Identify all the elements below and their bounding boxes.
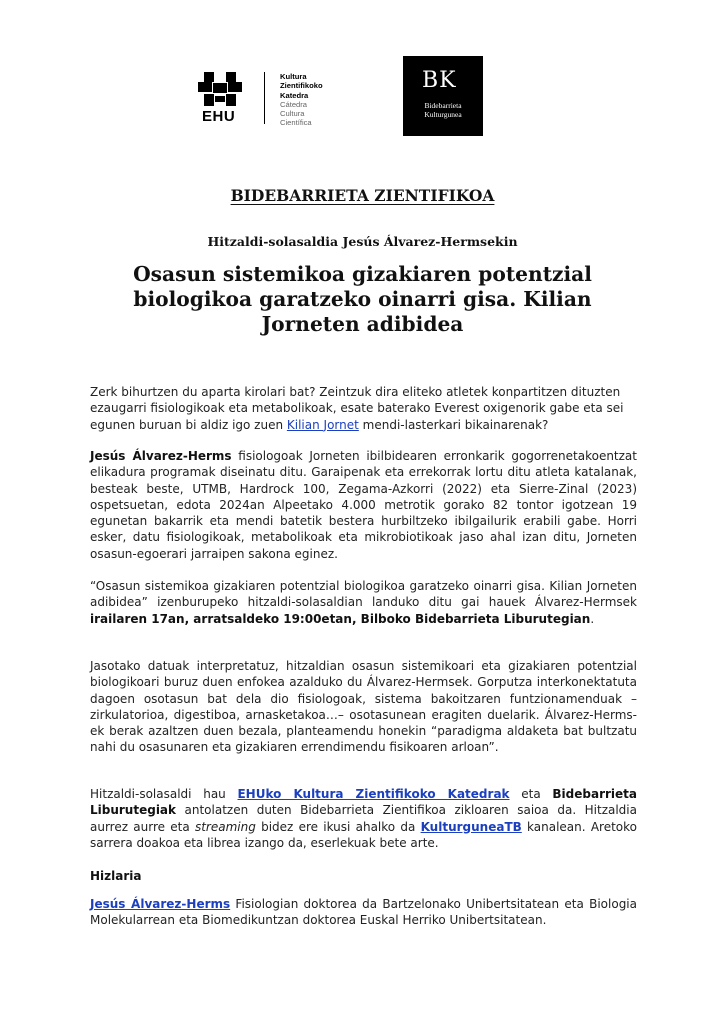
ehu-line: Científica xyxy=(280,118,312,128)
section-title: BIDEBARRIETA ZIENTIFIKOA xyxy=(230,186,495,205)
text-run: “Osasun sistemikoa gizakiaren potentzial biologikoa garatzeko oinarri gisa. Kilian Jorneten adibidea” izenburupeko hitzaldi-solasaldian landuko ditu gai hauek Álvarez-Hermsek xyxy=(90,579,637,610)
ehu-wordmark: EHU xyxy=(202,108,236,125)
text-run: . xyxy=(590,611,595,626)
speaker-name: Jesús Álvarez-Herms xyxy=(90,449,232,463)
ehu-line: Cátedra xyxy=(280,99,308,109)
ehu-logo-mark xyxy=(198,70,242,110)
approach-paragraph: Jasotako datuak interpretatuz, hitzaldian osasun sistemikoari eta gizakiaren potentzial biologikoari buruz duen enfokea azalduko du Álvarez-Hermsek. Gorputza interkonektatuta dagoen osotasun bat dela dio fisiologoak, sistema bakoitzaren funtzionamenduak –zirkulatorioa, digestiboa, arnasketakoa…– osotasunean eragiten duelarik. Álvarez-Herms-ek berak azaltzen duen bezala, planteamendu honekin “paradigma aldaketa bat bultzatu nahi du osasunaren eta gizakiaren errendimendu fisikoaren arloan”. xyxy=(90,659,637,755)
text-run: Zerk bihurtzen du aparta kirolari bat? Zeintzuk dira eliteko atletek konpartitzen dituzten ezaugarri fisiologikoak eta metabolikoak, esate baterako Everest oxigenorik gabe eta sei egunen buruan bi aldiz igo zuen xyxy=(90,385,624,432)
headline-line: Osasun sistemikoa gizakiaren potentzial xyxy=(133,262,592,286)
bidebarrieta-logo xyxy=(403,56,483,136)
speaker-paragraph xyxy=(90,896,637,929)
bk-line: Kulturgunea xyxy=(424,110,462,119)
ehu-line: Zientifikoko xyxy=(280,81,323,91)
text-run: bidez ere ikusi ahalko da xyxy=(255,819,421,834)
ehu-line: Katedra xyxy=(280,90,309,100)
ehu-chair-link[interactable]: EHUko Kultura Zientifikoko Katedrak xyxy=(237,787,510,801)
kulturgunea-tb-link[interactable]: KulturguneaTB xyxy=(420,819,522,834)
text-run: antolatzen duten Bidebarrieta Zientifikoa zikloaren saioa da. Hitzaldia aurrez aurre eta xyxy=(90,803,637,834)
text-run: mendi-lasterkari bikainarenak? xyxy=(358,417,549,432)
event-date-place: irailaren 17an, arratsaldeko 19:00etan, Bilboko Bidebarrieta Liburutegian xyxy=(90,611,591,626)
headline-line: Jorneten adibidea xyxy=(261,312,464,336)
bk-mark: BK xyxy=(422,68,457,93)
kilian-jornet-link[interactable]: Kilian Jornet xyxy=(286,417,359,432)
logo-divider xyxy=(264,72,265,124)
event-subtitle: Hitzaldi-solasaldia Jesús Álvarez-Hermsekin xyxy=(207,234,518,249)
bio-paragraph xyxy=(90,448,637,562)
streaming-word: streaming xyxy=(194,819,256,834)
text-run: Hitzaldi-solasaldi hau xyxy=(90,787,238,801)
bk-caption xyxy=(403,101,483,119)
speaker-heading: Hizlaria xyxy=(90,869,142,883)
text-run: Fisiologian doktorea da Bartzelonako Unibertsitatean eta Biologia Molekularrean eta Biomedikuntzan doktorea Euskal Herriko Unibertsitatean. xyxy=(90,897,637,928)
organizers-paragraph xyxy=(90,786,637,851)
ehu-line: Kultura xyxy=(280,72,307,81)
speaker-link[interactable]: Jesús Álvarez-Herms xyxy=(90,897,231,911)
event-paragraph xyxy=(90,578,637,627)
ehu-chair-text xyxy=(280,72,323,128)
library-name: Bidebarrieta Liburutegiak xyxy=(90,787,637,818)
talk-headline xyxy=(120,262,605,337)
headline-line: biologikoa garatzeko oinarri gisa. Kilian xyxy=(133,287,592,311)
intro-paragraph xyxy=(90,384,637,433)
ehu-line: Cultura xyxy=(280,109,305,119)
text-run: kanalean. Aretoko sarrera doakoa eta librea izango da, eserlekuak bete arte. xyxy=(90,819,637,850)
bk-line: Bidebarrieta xyxy=(424,101,462,110)
text-run: eta xyxy=(509,787,553,801)
text-run: fisiologoak Jorneten ibilbidearen erronkarik gogorrenetakoentzat elikadura programak diseinatu ditu. Garaipenak eta errekorrak lortu ditu atleta katalanak, besteak beste, UTMB, Hardrock 100, Zegama-Azkorri (2022) eta Sierre-Zinal (2023) ospetsuetan, edota 2024an Alpeetako 4.000 metrotik gorako 82 tontor igotzean 19 egunetan bakarrik eta mendi batetik bestera hurbiltzeko ibilgailurik erabili gabe. Horri esker, datu fisiologikoak, metabolikoak eta mikrobiotikoak jaso ahal izan ditu, Jorneten osasun-egoerari jarraipen sakona eginez. xyxy=(90,449,637,561)
